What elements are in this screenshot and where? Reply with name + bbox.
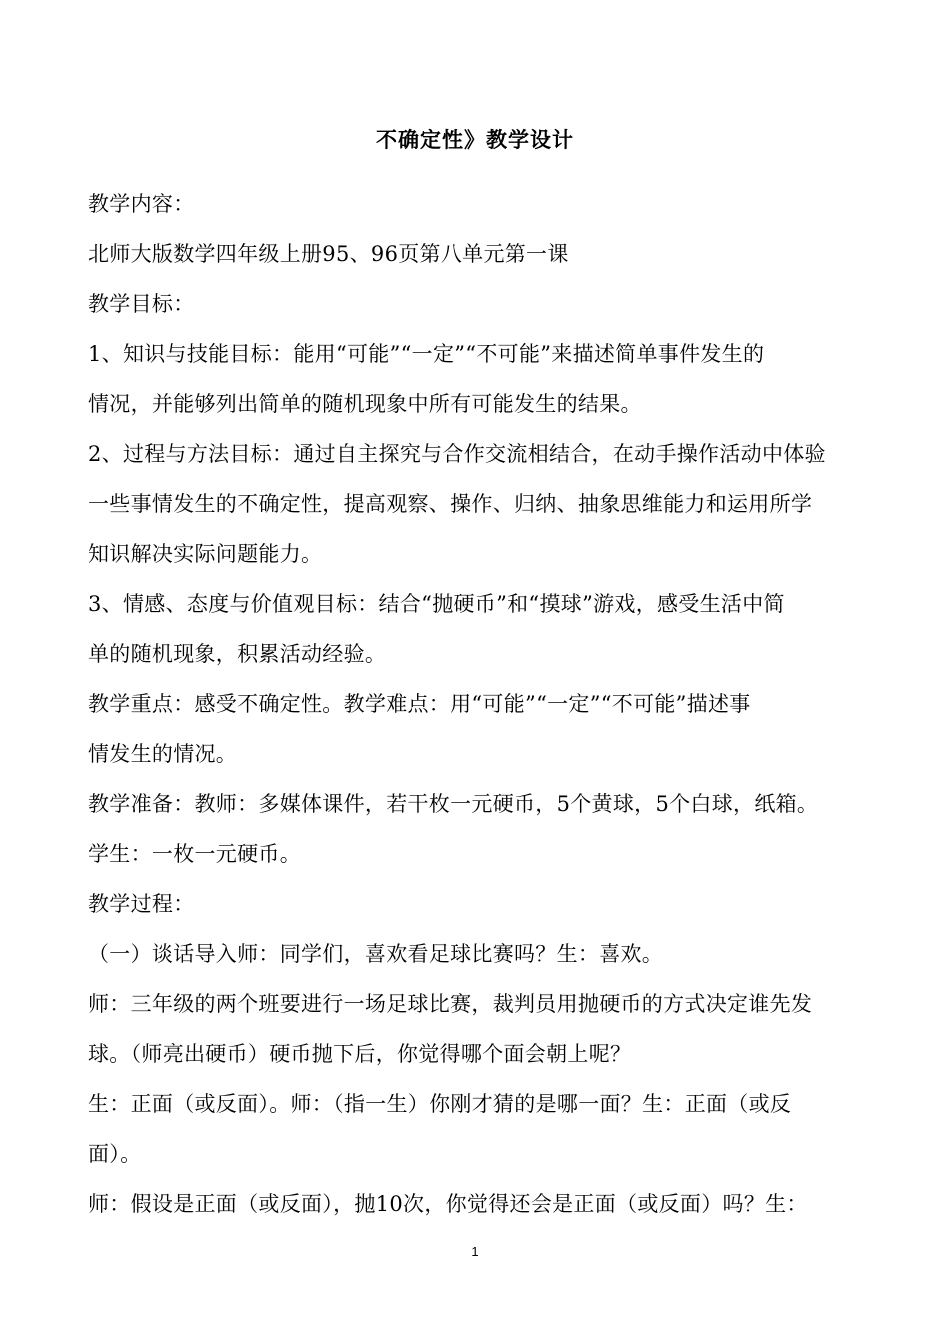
text-line: （一）谈话导入师：同学们，喜欢看足球比赛吗？生：喜欢。 — [88, 942, 664, 966]
text-line: 一些事情发生的不确定性，提高观察、操作、归纳、抽象思维能力和运用所学 — [88, 492, 813, 516]
text-line: 3、情感、态度与价值观目标：结合“抛硬币”和“摸球”游戏，感受生活中简 — [88, 592, 785, 616]
text-line: 教学内容： — [88, 192, 195, 216]
text-line: 2、过程与方法目标：通过自主探究与合作交流相结合，在动手操作活动中体验 — [88, 442, 826, 466]
text-line: 1、知识与技能目标：能用“可能”“一定”“不可能”来描述简单事件发生的 — [88, 342, 765, 366]
text-line: 教学准备：教师：多媒体课件，若干枚一元硬币，5个黄球，5个白球，纸箱。 — [88, 792, 819, 816]
text-line: 面）。 — [88, 1142, 142, 1166]
text-line: 球。（师亮出硬币）硬币抛下后，你觉得哪个面会朝上呢？ — [88, 1042, 632, 1066]
text-line: 教学重点：感受不确定性。教学难点：用“可能”“一定”“不可能”描述事 — [88, 692, 751, 716]
text-line: 北师大版数学四年级上册95、96页第八单元第一课 — [88, 242, 569, 266]
page-number: 1 — [471, 1244, 479, 1259]
text-line: 学生：一枚一元硬币。 — [88, 842, 301, 866]
text-line: 师：三年级的两个班要进行一场足球比赛，裁判员用抛硬币的方式决定谁先发 — [88, 992, 813, 1016]
text-line: 单的随机现象，积累活动经验。 — [88, 642, 387, 666]
document-title: 不确定性》教学设计 — [376, 128, 574, 152]
text-line: 生：正面（或反面）。师：（指一生）你刚才猜的是哪一面？生：正面（或反 — [88, 1092, 792, 1116]
text-line: 教学过程： — [88, 892, 195, 916]
text-line: 情发生的情况。 — [88, 742, 238, 766]
text-line: 师：假设是正面（或反面），抛10次，你觉得还会是正面（或反面）吗？生： — [88, 1192, 808, 1216]
text-line: 知识解决实际问题能力。 — [88, 542, 323, 566]
document-body — [88, 188, 864, 1238]
text-line: 情况，并能够列出简单的随机现象中所有可能发生的结果。 — [88, 392, 642, 416]
text-line: 教学目标： — [88, 292, 195, 316]
